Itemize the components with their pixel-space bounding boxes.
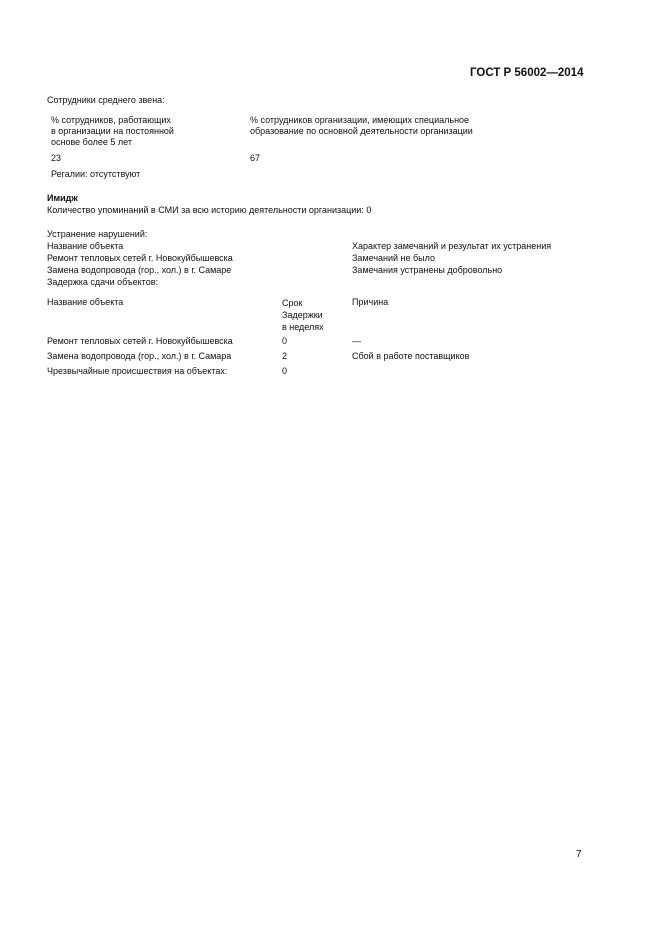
delays-row-object: Ремонт тепловых сетей г. Новокуйбышевска [47, 336, 233, 346]
staff-col1-line: основе более 5 лет [51, 137, 132, 147]
staff-heading: Сотрудники среднего звена: [47, 95, 165, 105]
delays-row-reason: — [352, 336, 361, 346]
violations-row-remark: Замечаний не было [352, 253, 436, 263]
staff-col2-header [250, 115, 473, 137]
delays-col-term-line: Срок [282, 298, 303, 308]
staff-col1-line: в организации на постоянной [51, 126, 174, 136]
page-number: 7 [576, 849, 582, 860]
emergency-label: Чрезвычайные происшествия на объектах: [47, 366, 228, 376]
violations-col-object: Название объекта [47, 241, 124, 251]
delays-row-term: 0 [282, 336, 288, 346]
violations-row-object: Ремонт тепловых сетей г. Новокуйбышевска [47, 253, 233, 263]
staff-col1-line: % сотрудников, работающих [51, 115, 171, 125]
violations-heading: Устранение нарушений: [47, 229, 148, 239]
delays-col-term-line: Задержки [282, 310, 323, 320]
staff-col2-line: образование по основной деятельности организации [250, 126, 473, 136]
media-mentions: Количество упоминаний в СМИ за всю историю деятельности организации: 0 [47, 205, 372, 215]
emergency-value: 0 [282, 366, 288, 376]
delays-col-term-line: в неделях [282, 322, 324, 332]
staff-col2-line: % сотрудников организации, имеющих специальное [250, 115, 470, 125]
staff-value-1: 23 [51, 153, 62, 163]
delays-row-reason: Сбой в работе поставщиков [352, 351, 470, 361]
staff-col1-header [51, 115, 174, 148]
violations-row-object: Замена водопровода (гор., хол.) в г. Самаре [47, 265, 232, 275]
delays-col-reason: Причина [352, 297, 389, 307]
delays-col-object: Название объекта [47, 297, 124, 307]
violations-col-remarks: Характер замечаний и результат их устранения [352, 241, 552, 251]
delays-col-term [282, 297, 324, 333]
delays-heading: Задержка сдачи объектов: [47, 277, 158, 287]
standard-code: ГОСТ Р 56002—2014 [470, 67, 584, 79]
staff-value-2: 67 [250, 153, 261, 163]
delays-row-object: Замена водопровода (гор., хол.) в г. Самара [47, 351, 232, 361]
delays-row-term: 2 [282, 351, 288, 361]
image-section-title: Имидж [47, 193, 78, 203]
violations-row-remark: Замечания устранены добровольно [352, 265, 503, 275]
regalia-text: Регалии: отсутствуют [51, 169, 141, 179]
